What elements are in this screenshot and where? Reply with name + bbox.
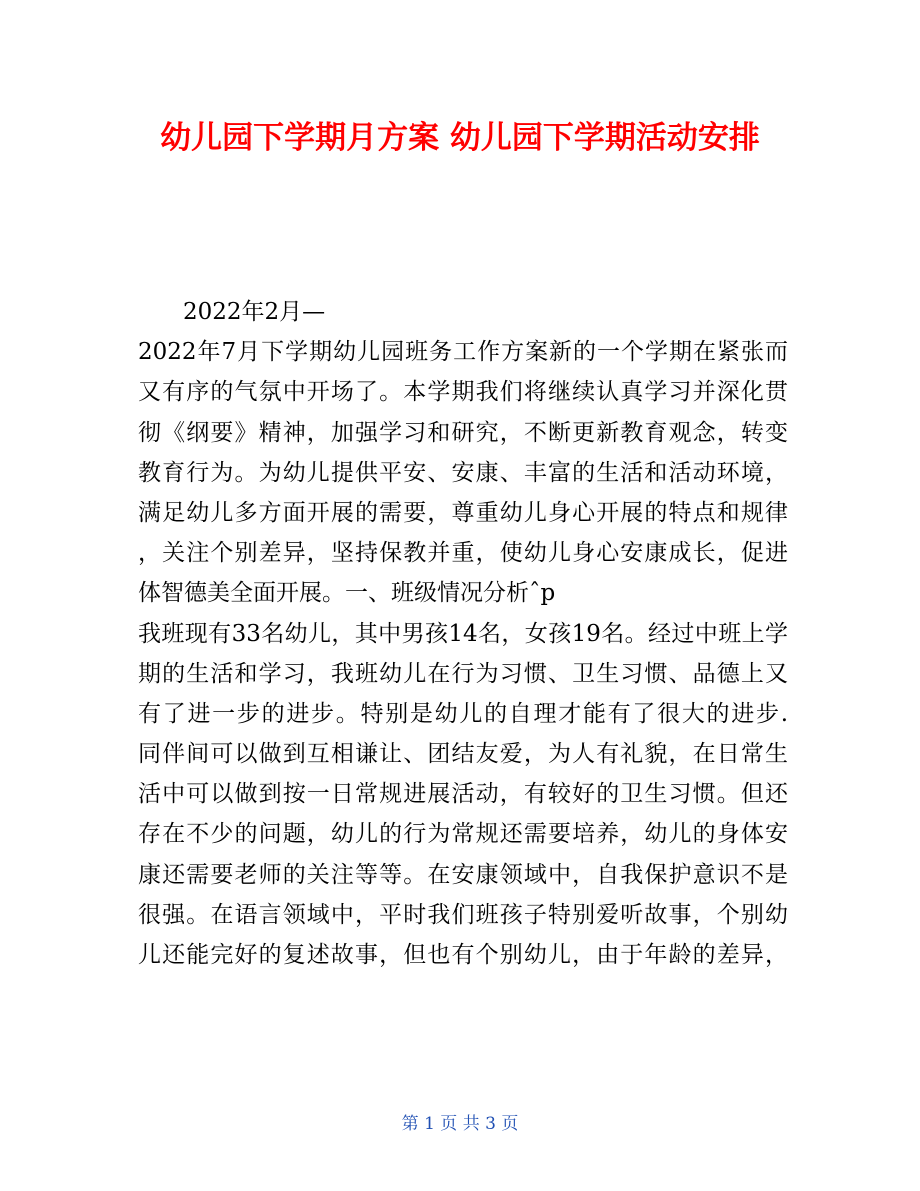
page-footer: 第 1 页 共 3 页 <box>401 1114 519 1134</box>
body-line: 我班现有33名幼儿，其中男孩14名，女孩19名。经过中班上学 <box>138 620 788 647</box>
body-line: 存在不少的问题，幼儿的行为常规还需要培养，幼儿的身体安 <box>138 821 788 848</box>
body-line: 又有序的气氛中开场了。本学期我们将继续认真学习并深化贯 <box>138 379 788 406</box>
body-line: 有了进一步的进步。特别是幼儿的自理才能有了很大的进步. <box>138 700 788 727</box>
document-title: 幼儿园下学期月方案 幼儿园下学期活动安排 <box>160 120 760 156</box>
body-line: 同伴间可以做到互相谦让、团结友爱，为人有礼貌，在日常生 <box>138 741 788 768</box>
body-line: 期的生活和学习，我班幼儿在行为习惯、卫生习惯、品德上又 <box>138 660 788 687</box>
body-line: 教育行为。为幼儿提供平安、安康、丰富的生活和活动环境， <box>138 459 788 486</box>
body-line-date: 2022年2月— <box>183 299 326 325</box>
body-line: ，关注个别差异，坚持保教并重，使幼儿身心安康成长，促进 <box>138 540 788 567</box>
body-line: 很强。在语言领域中，平时我们班孩子特别爱听故事，个别幼 <box>138 901 788 928</box>
body-line: 康还需要老师的关注等等。在安康领域中，自我保护意识不是 <box>138 861 788 888</box>
body-line: 儿还能完好的复述故事，但也有个别幼儿，由于年龄的差异， <box>138 942 788 968</box>
body-line: 满足幼儿多方面开展的需要，尊重幼儿身心开展的特点和规律 <box>138 499 788 526</box>
body-line: 彻《纲要》精神，加强学习和研究，不断更新教育观念，转变 <box>138 419 788 446</box>
document-body <box>138 292 788 975</box>
body-line: 活中可以做到按一日常规进展活动，有较好的卫生习惯。但还 <box>138 781 788 808</box>
body-line: 体智德美全面开展。一、班级情况分析ˆp <box>138 580 556 607</box>
body-line: 2022年7月下学期幼儿园班务工作方案新的一个学期在紧张而 <box>138 339 788 366</box>
